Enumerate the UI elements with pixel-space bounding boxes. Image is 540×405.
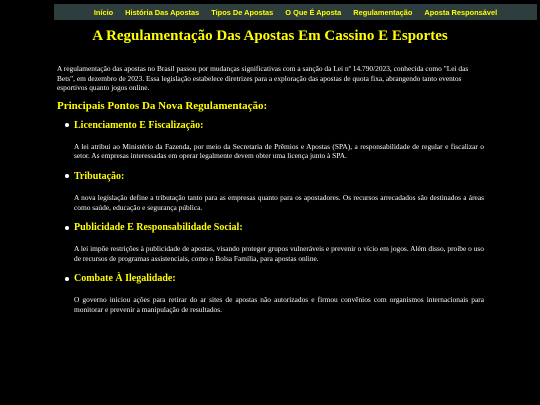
bullet-icon <box>65 277 69 281</box>
list-item-title: Publicidade E Responsabilidade Social: <box>74 222 243 234</box>
list-item-heading <box>65 222 484 233</box>
list-item-text: O governo iniciou ações para retirar do ar sites de apostas não autorizados e firmou convênios com organismos internacionais para monitorar e prevenir a manipulação de resultados. <box>74 295 484 314</box>
list-item-text: A nova legislação define a tributação tanto para as empresas quanto para os apostadores. Os recursos arrecadados são destinados a áreas como saúde, educação e segurança pública. <box>74 192 484 212</box>
page-title: A Regulamentação Das Apostas Em Cassino E Esportes <box>92 28 448 44</box>
list-item-heading <box>65 171 484 182</box>
intro-paragraph: A regulamentação das apostas no Brasil passou por mudanças significativas com a sanção da Lei nº 14.790/2023, conhecida como "Lei das Bets", em dezembro de 2023. Essa legislação estabelece diretrizes para a exploração das apostas de quota fixa, abrangendo tanto eventos esportivos quanto jogos online. <box>57 64 469 93</box>
nav-link-aposta-responsavel[interactable]: Aposta Responsável <box>424 7 498 17</box>
bullet-icon <box>65 226 69 230</box>
main-content <box>57 64 484 325</box>
list-item-title: Tributação: <box>74 170 125 182</box>
section-title: Principais Pontos Da Nova Regulamentação: <box>57 99 268 112</box>
nav-link-regulamentacao[interactable]: Regulamentação <box>353 7 413 17</box>
list-item <box>57 120 484 161</box>
list-item-heading <box>65 273 484 284</box>
list-item-heading <box>65 120 484 131</box>
list-item-text: A lei impõe restrições à publicidade de apostas, visando proteger grupos vulneráveis e prevenir o vício em jogos. Além disso, proíbe o uso de recursos de programas assistenciais, como o Bolsa Família, para apostas online. <box>74 244 484 263</box>
list-item <box>57 273 484 314</box>
nav-link-o-que-e-aposta[interactable]: O Que É Aposta <box>285 7 342 17</box>
nav-link-tipos-de-apostas[interactable]: Tipos De Apostas <box>211 7 274 17</box>
top-navigation <box>54 4 537 20</box>
list-item <box>57 222 484 263</box>
list-item-text: A lei atribui ao Ministério da Fazenda, por meio da Secretaria de Prêmios e Apostas (SPA), a responsabilidade de regular e fiscalizar o setor. As empresas interessadas em operar legalmente devem obter uma licença junto à SPA. <box>74 141 484 161</box>
nav-link-historia-das-apostas[interactable]: História Das Apostas <box>125 7 200 17</box>
nav-link-inicio[interactable]: Início <box>93 7 114 17</box>
bullet-icon <box>65 123 69 127</box>
list-item-title: Combate À Ilegalidade: <box>74 273 176 285</box>
list-item-title: Licenciamento E Fiscalização: <box>74 119 204 131</box>
list-item <box>57 171 484 212</box>
bullet-icon <box>65 174 69 178</box>
